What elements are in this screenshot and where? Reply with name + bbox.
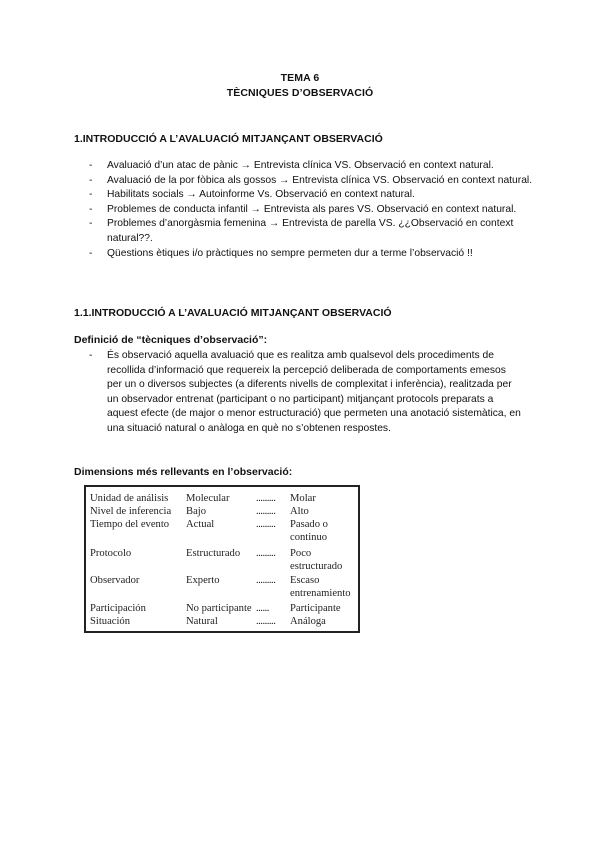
right-pole-cell: Pasado o continuo xyxy=(290,519,328,543)
dash-marker: - xyxy=(89,350,93,361)
topic-number: TEMA 6 xyxy=(280,72,320,84)
list-item: - Avaluació de la por fòbica als gossos → Entrevista clínica VS. Observació en context natural. xyxy=(89,174,539,189)
dimension-cell: Unidad de análisis xyxy=(90,493,169,504)
left-pole-cell: No participante xyxy=(186,603,252,614)
right-pole-cell: Poco estructurado xyxy=(290,548,343,572)
dots-cell: ......... xyxy=(256,616,276,627)
dots-cell: ...... xyxy=(256,603,269,614)
list-item: - Problemes de conducta infantil → Entrevista als pares VS. Observació en context natural. xyxy=(89,203,539,218)
dots-cell: ......... xyxy=(256,575,276,586)
section-1-bullet-list xyxy=(89,159,539,261)
page-title: TÈCNIQUES D’OBSERVACIÓ xyxy=(226,87,374,99)
dimension-cell: Nivel de inferencia xyxy=(90,506,172,517)
left-pole-cell: Molecular xyxy=(186,493,230,504)
right-pole-cell: Participante xyxy=(290,603,341,614)
right-pole-cell: Análoga xyxy=(290,616,326,627)
right-pole-cell: Molar xyxy=(290,493,316,504)
dimension-cell: Observador xyxy=(90,575,140,586)
section-1-heading: 1.INTRODUCCIÓ A L’AVALUACIÓ MITJANÇANT OBSERVACIÓ xyxy=(74,133,383,145)
dots-cell: ......... xyxy=(256,519,276,530)
left-pole-cell: Bajo xyxy=(186,506,207,517)
dimensions-heading: Dimensions més rellevants en l’observació: xyxy=(74,466,293,478)
dimensions-table xyxy=(84,485,360,633)
list-item: - Qüestions ètiques i/o pràctiques no sempre permeten dur a terme l’observació !! xyxy=(89,247,539,262)
section-1-1-heading: 1.1.INTRODUCCIÓ A L’AVALUACIÓ MITJANÇANT OBSERVACIÓ xyxy=(74,307,392,319)
dimension-cell: Tiempo del evento xyxy=(90,519,170,530)
dimension-cell: Protocolo xyxy=(90,548,132,559)
left-pole-cell: Actual xyxy=(186,519,215,530)
definition-text: És observació aquella avaluació que es realitza amb qualsevol dels procediments de recollida d’informació que requereix la percepció deliberada de comportaments emesos per un o diversos subjectes (a diferents nivells de complexitat i inferència), realitzada per un observador entrenat (participant o no participant) mitjançant protocols preparats a aquest efecte (de major o menor estructuració) que permeten una anotació sistemàtica, en una situació natural o anàloga en què no s’obtenen respostes. xyxy=(107,350,521,434)
left-pole-cell: Estructurado xyxy=(186,548,241,559)
dots-cell: ......... xyxy=(256,548,276,559)
dimension-cell: Situación xyxy=(90,616,131,627)
right-pole-cell: Escaso entrenamiento xyxy=(290,575,351,599)
list-item: - Problemes d’anorgàsmia femenina → Entrevista de parella VS. ¿¿Observació en context natural??. xyxy=(89,217,539,246)
list-item: - Habilitats socials → Autoinforme Vs. Observació en context natural. xyxy=(89,188,539,203)
left-pole-cell: Natural xyxy=(186,616,218,627)
dimension-cell: Participación xyxy=(90,603,146,614)
left-pole-cell: Experto xyxy=(186,575,220,586)
right-pole-cell: Alto xyxy=(290,506,309,517)
dots-cell: ......... xyxy=(256,493,276,504)
definition-paragraph xyxy=(89,349,521,437)
dots-cell: ......... xyxy=(256,506,276,517)
list-item: - Avaluació d’un atac de pànic → Entrevista clínica VS. Observació en context natural. xyxy=(89,159,539,174)
definition-heading: Definició de “tècniques d’observació”: xyxy=(74,334,268,346)
